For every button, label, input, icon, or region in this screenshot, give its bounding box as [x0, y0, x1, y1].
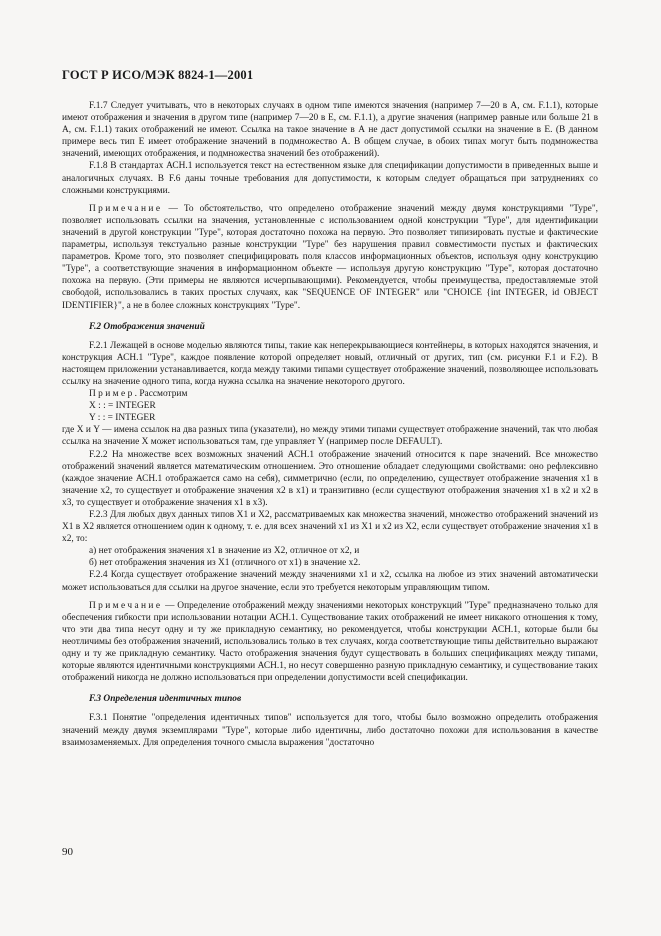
- paragraph-f2-2: F.2.2 На множестве всех возможных значений АСН.1 отображение значений относится к паре значений. Все множество отображений значений является математическим отношением. Это отношение обладает следующими свойствами: оно рефлексивно (каждое значение АСН.1 отображается само на себя), симметрично (если, по определению, существует отображение значения x1 в значение x2, то существует и отображение значения x2 в x1) и транзитивно (если существуют отображения значения x1 в x2 и x2 в x3, то существует и отображение значения x1 в x3).: [62, 449, 598, 508]
- example-line: [62, 388, 598, 400]
- note-label: Примечание: [89, 600, 163, 611]
- note-text: — Определение отображений между значениями некоторых конструкций "Type" предназначено только для обеспечения гибкости при использовании нотации АСН.1. Существование таких отображений не имеет никакого отношения к тому, что эти два типа несут одну и ту же прикладную семантику, но рекомендуется, чтобы конструкции АСН.1, которые были бы неотличимы без отображения значений, использовались только в тех случаях, когда соответствующие типы действительно выражают одну и ту же прикладную семантику. Часто отображения значения будут существовать в больших спецификациях между типами, которые являются идентичными конструкциями АСН.1, но несут совершенно разную прикладную семантику, и существование таких отображений никогда не должно использоваться при определении допустимости всей спецификации.: [62, 600, 598, 684]
- paragraph-f1-8: F.1.8 В стандартах АСН.1 используется текст на естественном языке для спецификации допустимости в приведенных выше и аналогичных случаях. В F.6 даны точные требования для допустимости, к которым следует обращаться при затруднениях со сложными конструкциями.: [62, 161, 598, 196]
- note-1: [62, 203, 598, 312]
- section-heading-f2: F.2 Отображения значений: [89, 321, 205, 332]
- list-item-b: б) нет отображения значения из X1 (отличного от x1) в значение x2.: [89, 558, 361, 569]
- example-text: . Рассмотрим: [134, 389, 188, 400]
- paragraph-f3-1: F.3.1 Понятие "определения идентичных типов" используется для того, чтобы было возможно определить отображения значений между двумя экземплярами "Type", которые либо идентичны, либо достаточно похожи для использования в качестве взаимозаменяемых. Для определения точного смысла выражения "достаточно: [62, 713, 598, 748]
- paragraph-f1-7: F.1.7 Следует учитывать, что в некоторых случаях в одном типе имеются значения (например 7—20 в А, см. F.1.1), которые имеют отображения и значения в другом типе (например 7—20 в Е, см. F.1.1), а другие значения (например равные или больше 21 в А, см. F.1.1) таких отображений не имеют. Ссылка на такое значение в А не даст допустимой ссылки на значение в Е. (В данном примере весь тип Е имеет отображение значений в подмножество А. В общем случае, в обоих типах могут быть подмножества значений, имеющих отображения, и подмножества значений без отображений).: [62, 101, 598, 160]
- page-number: 90: [62, 846, 73, 858]
- page-content: [62, 100, 598, 749]
- example-label: Пример: [89, 389, 135, 400]
- formula-x: X : : = INTEGER: [89, 401, 156, 412]
- paragraph-f2-4: F.2.4 Когда существует отображение значений между значениями x1 и x2, ссылка на любое из этих значений автоматически может использоваться для ссылки на другое значение, если это требуется некоторым управляющим типом.: [62, 570, 598, 593]
- formula-y: Y : : = INTEGER: [89, 413, 156, 424]
- page-header: ГОСТ Р ИСО/МЭК 8824-1—2001: [62, 68, 254, 82]
- list-item-a: а) нет отображения значения x1 в значение из X2, отличное от x2, и: [89, 546, 360, 557]
- note-label: Примечание: [89, 203, 163, 214]
- paragraph-f2-1: F.2.1 Лежащей в основе моделью являются типы, такие как неперекрывающиеся контейнеры, в которых находятся значения, и конструкция АСН.1 "Type", каждое появление которой определяет новый, отличный от других, тип (см. рисунки F.1 и F.2). В настоящем приложении устанавливается, когда между такими типами существует отображение значений, позволяющее использовать ссылку на значение одного типа, когда нужна ссылка на значение некоторого другого.: [62, 340, 598, 387]
- section-heading-f3: F.3 Определения идентичных типов: [89, 694, 242, 705]
- paragraph-f2-3: F.2.3 Для любых двух данных типов X1 и X2, рассматриваемых как множества значений, множество отображений значений из X1 в X2 является отношением один к одному, т. е. для всех значений x1 из X1 и x2 из X2, если существует отображение значения x1 в x2, то:: [62, 510, 598, 545]
- paragraph-where: где X и Y — имена ссылок на два разных типа (указатели), но между этими типами существует отображение значений, так что любая ссылка на значение X может использоваться там, где управляет Y (например после DEFAULT).: [62, 425, 598, 448]
- note-2: [62, 600, 598, 685]
- note-text: — То обстоятельство, что определено отображение значений между двумя конструкциями "Type", позволяет использовать ссылки на значения, установленные с использованием одной конструкции "Type", для идентификации значений в другой конструкции "Type", которая достаточно похожа на первую. Это позволяет типизировать пустые и фактические параметры, используя текстуально разные конструкции "Type" без нарушения правил совместимости пустых и фактических параметров. Кроме того, это позволяет специфицировать поля классов информационных объектов, используя одну конструкцию "Type", а соответствующие значения в информационном объекте — используя другую конструкцию "Type", которая достаточно похожа на первую. (Эти примеры не являются исчерпывающими). Рекомендуется, чтобы преимущества, предоставляемые этой свободой, использовались в таких простых случаях, как "SEQUENCE OF INTEGER" или "CHOICE {int INTEGER, id OBJECT IDENTIFIER}", а не в более сложных конструкциях "Type".: [62, 203, 598, 311]
